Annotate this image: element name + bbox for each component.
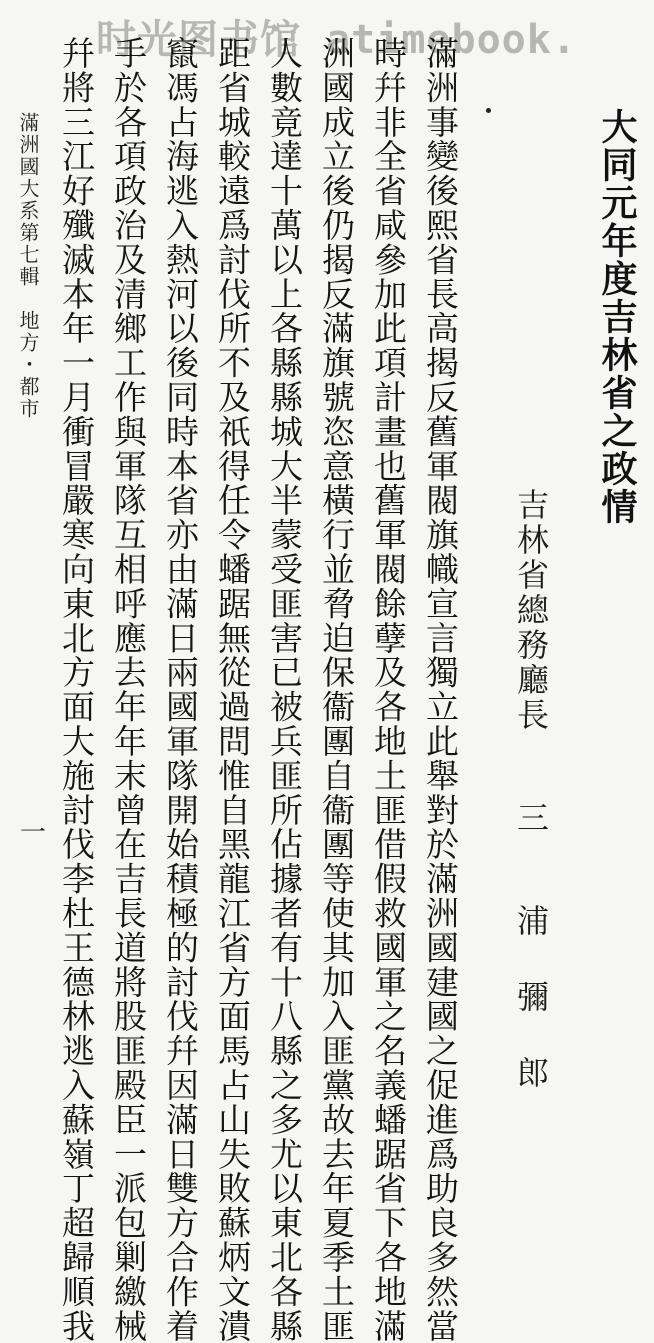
running-header (14, 112, 43, 420)
body-column-5: 距省城較遠爲討伐所不及祇得任令蟠踞無從過問惟自黑龍江省方面馬占山失敗蘇炳文潰 (213, 36, 252, 1343)
body-column-7: 手於各項政治及清鄉工作與軍隊互相呼應去年年末曾在吉長道將股匪殿臣一派包剿繳械 (109, 36, 148, 1343)
ink-dot-mark (486, 108, 491, 113)
body-column-2: 時幷非全省咸參加此項計畫也舊軍閥餘孽及各地土匪借假救國軍之名義蟠踞省下各地滿 (369, 36, 408, 1343)
watermark-text: 时光图书馆 atimebook. (96, 17, 577, 63)
body-column-8: 幷將三江好殲滅本年一月衝冒嚴寒向東北方面大施討伐李杜王德林逃入蘇嶺丁超歸順我 (57, 36, 96, 1343)
author-surname: 三 (512, 801, 550, 836)
page-number: 一 (20, 818, 47, 848)
author-position: 吉林省總務廳長 (512, 488, 550, 733)
body-column-4: 人數竟達十萬以上各縣縣城大半蒙受匪害已被兵匪所佔據者有十八縣之多尤以東北各縣 (265, 36, 304, 1343)
article-title: 大同元年度吉林省之政情 (596, 108, 638, 526)
body-column-1: 滿洲事變後熙省長高揭反舊軍閥旗幟宣言獨立此舉對於滿洲國建國之促進爲助良多然當 (421, 36, 460, 1343)
author-given-name: 浦 彌 郎 (512, 904, 550, 1091)
body-column-3: 洲國成立後仍揭反滿旗號恣意橫行並脅迫保衞團自衞團等使其加入匪黨故去年夏季土匪 (317, 36, 356, 1343)
section-title: 地方・都市 (16, 310, 40, 420)
author-byline (508, 488, 554, 1091)
body-column-6: 竄馮占海逃入熱河以後同時本省亦由滿日兩國軍隊開始積極的討伐幷因滿日雙方合作着 (161, 36, 200, 1343)
series-title: 滿洲國大系第七輯 (16, 112, 40, 288)
